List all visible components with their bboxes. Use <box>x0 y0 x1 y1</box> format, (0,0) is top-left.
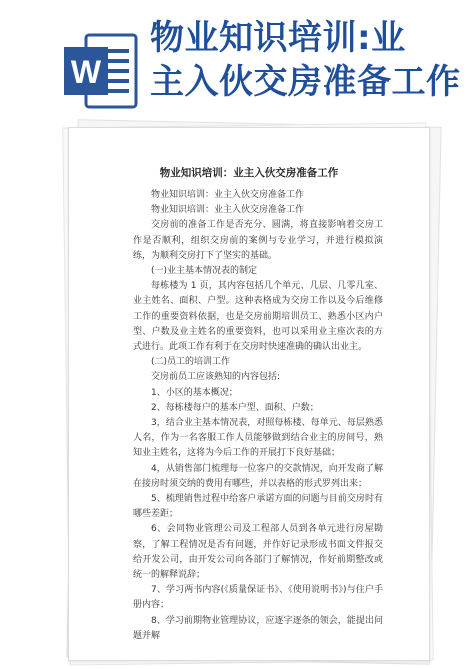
paragraph: 6、会同物业管理公司及工程部人员到各单元进行房屋勘察，了解工程情况是否有问题，并作好记录形成书面文件报交给开发公司，由开发公司向各部门了解情况，作好前期整改或统一的解释说辞； <box>133 524 383 581</box>
word-document-icon <box>62 33 138 109</box>
cover-title-line-2: 主入伙交房准备工作 <box>150 62 461 102</box>
paragraph: 7、学习两书内容(《质量保证书》、《使用说明书》)与住户手册内容； <box>133 585 383 611</box>
paragraph: 交房前的准备工作是否充分、圆满，将直接影响着交房工作是否顺利，组织交房前的案例与专业学习，并进行模拟演练，为顺利交房打下了坚实的基础。 <box>133 220 383 261</box>
document-page <box>68 127 430 661</box>
paragraph: 物业知识培训：业主入伙交房准备工作 <box>151 190 305 200</box>
document-title: 物业知识培训：业主入伙交房准备工作 <box>159 167 339 179</box>
document-body <box>133 188 383 644</box>
cover-title-line-1: 物业知识培训:业 <box>150 18 406 58</box>
paragraph: 交房前员工应该熟知的内容包括: <box>151 372 281 383</box>
cover-header <box>0 0 474 118</box>
paragraph: 1、小区的基本概况； <box>151 387 238 398</box>
document-preview <box>62 125 434 661</box>
paragraph: 4，从销售部门梳理每一位客户的交款情况，向开发商了解在接房时须交纳的费用有哪些，并以表格的形式罗列出来； <box>133 463 383 489</box>
paragraph: 5、梳理销售过程中给客户承诺方面的问题与目前交房时有哪些差距； <box>133 494 383 520</box>
paragraph: 每栋楼为 1 页，其内容包括几个单元、几层、几零几室、业主姓名、面积、户型。这种表格成为交房工作以及今后维修工作的重要资料依据，也是交房前期培训员工、熟悉小区内户型、户数及业主姓名的重要资料，也可以采用业主座次表的方式进行。此项工作有利于在交房时快速准确的确认出业主。 <box>133 281 383 353</box>
paragraph: 8、学习前期物业管理协议，应逐字逐条的领会，能提出问题并解 <box>133 615 383 641</box>
paragraph: (二)员工的培训工作 <box>151 357 231 368</box>
paragraph: 物业知识培训：业主入伙交房准备工作 <box>151 205 305 216</box>
paragraph: (一)业主基本情况表的制定 <box>151 266 258 277</box>
paragraph: 3，结合业主基本情况表，对照每栋楼、每单元、每层熟悉人名，作为一名客服工作人员能够做到结合业主的房间号，熟知业主姓名，这将为今后工作的开展打下良好基础； <box>133 418 383 459</box>
paragraph: 2、每栋楼每户的基本户型、面积、户数； <box>151 402 319 413</box>
svg-text:W: W <box>70 54 102 90</box>
